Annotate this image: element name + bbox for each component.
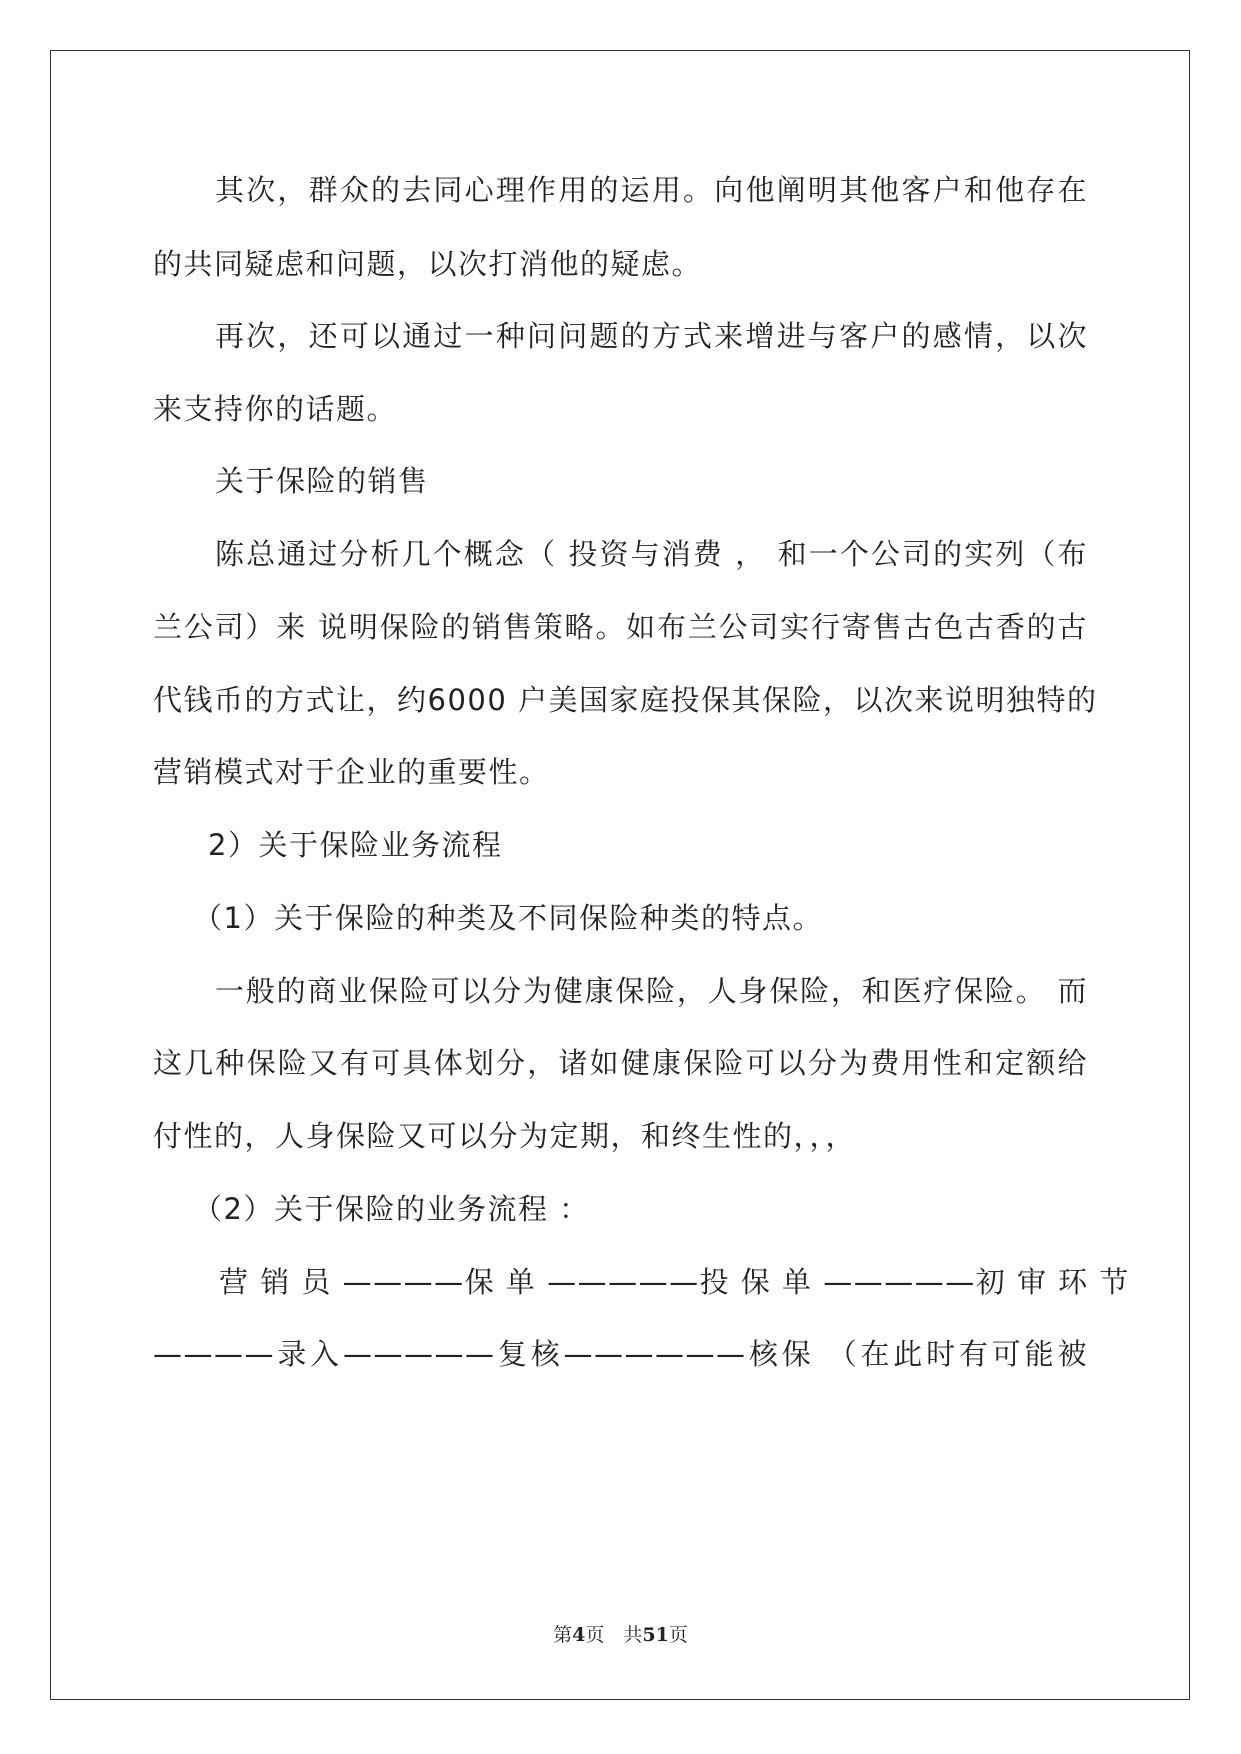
subsection-heading: （1）关于保险的种类及不同保险种类的特点。 bbox=[193, 901, 823, 935]
page-number: 4 bbox=[572, 1624, 586, 1646]
paragraph-line: 的共同疑虑和问题，以次打消他的疑虑。 bbox=[153, 247, 703, 281]
paragraph-line: 陈总通过分析几个概念（ 投资与消费 ， 和一个公司的实列（布 bbox=[215, 537, 1088, 571]
footer-mid: 页 共 bbox=[585, 1624, 643, 1646]
footer-prefix: 第 bbox=[553, 1624, 573, 1646]
footer-suffix: 页 bbox=[668, 1624, 688, 1646]
page-footer bbox=[0, 1620, 1241, 1647]
process-flow-line: ————录入—————复核——————核保 （在此时有可能被 bbox=[153, 1337, 1088, 1371]
paragraph-line: 一般的商业保险可以分为健康保险，人身保险，和医疗保险。 而 bbox=[215, 974, 1088, 1008]
paragraph-line: 其次，群众的去同心理作用的运用。向他阐明其他客户和他存在 bbox=[215, 173, 1088, 207]
paragraph-line: 来支持你的话题。 bbox=[153, 392, 398, 426]
process-flow-line: 营 销 员 ————保 单 —————投 保 单 —————初 审 环 节 bbox=[219, 1265, 1130, 1299]
total-pages: 51 bbox=[642, 1624, 669, 1646]
paragraph-line: 这几种保险又有可具体划分，诸如健康保险可以分为费用性和定额给 bbox=[153, 1046, 1088, 1080]
paragraph-line: 兰公司）来 说明保险的销售策略。如布兰公司实行寄售古色古香的古 bbox=[153, 610, 1088, 644]
section-heading: 2）关于保险业务流程 bbox=[208, 828, 503, 862]
paragraph-line: 营销模式对于企业的重要性。 bbox=[153, 755, 550, 789]
section-heading: 关于保险的销售 bbox=[215, 464, 429, 498]
subsection-heading: （2）关于保险的业务流程 ： bbox=[193, 1192, 590, 1226]
paragraph-line: 付性的，人身保险又可以分为定期，和终生性的，，， bbox=[153, 1119, 857, 1153]
page-border bbox=[50, 50, 1190, 1700]
paragraph-line: 再次，还可以通过一种问问题的方式来增进与客户的感情，以次 bbox=[215, 319, 1088, 353]
paragraph-line: 代钱币的方式让，约6000 户美国家庭投保其保险，以次来说明独特的 bbox=[153, 683, 1098, 717]
